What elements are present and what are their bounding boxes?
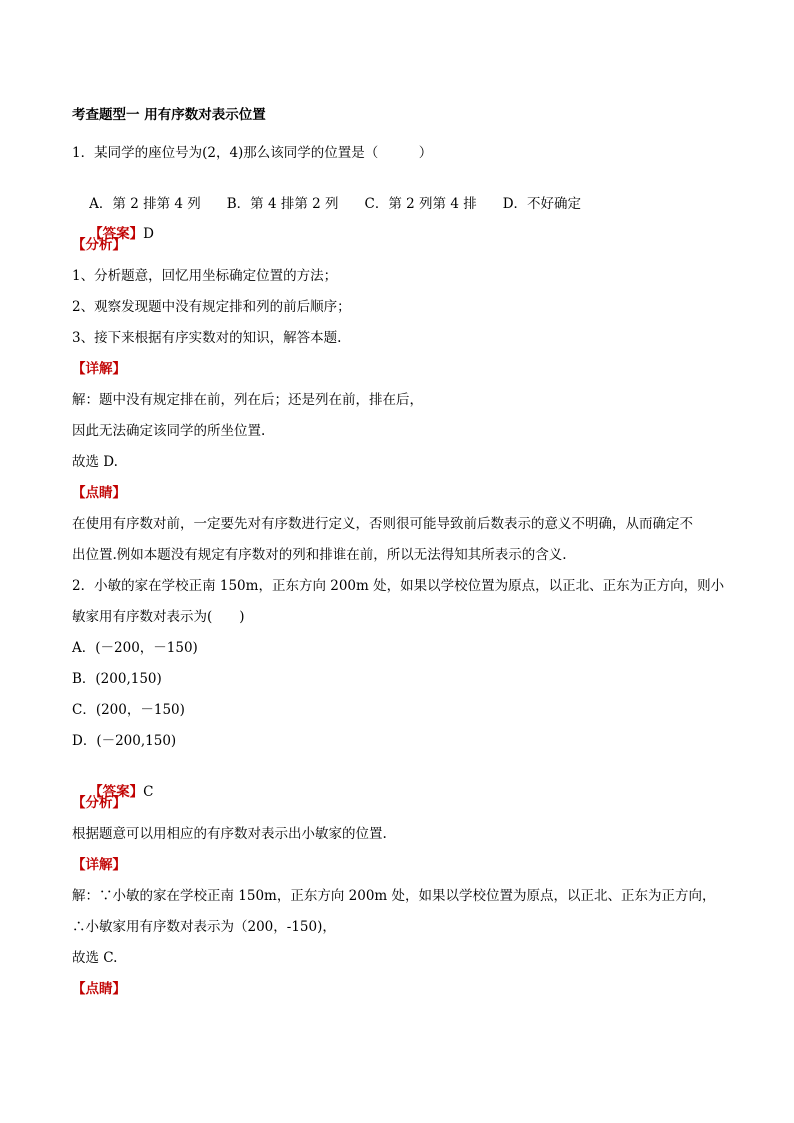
q1-analysis-line: 3、接下来根据有序实数对的知识，解答本题. (72, 330, 342, 346)
q1-analysis-line: 1、分析题意，回忆用坐标确定位置的方法； (72, 268, 338, 284)
q1-analysis-line: 2、观察发现题中没有规定排和列的前后顺序； (72, 299, 351, 315)
q1-comment-line: 出位置.例如本题没有规定有序数对的列和排谁在前，所以无法得知其所表示的含义. (72, 547, 567, 563)
q2-detail-line: 故选 C. (72, 950, 118, 966)
q2-comment-label: 【点睛】 (72, 981, 126, 997)
q2-choice-c: C．(200，－150) (72, 702, 185, 718)
q1-detail-line: 因此无法确定该同学的所坐位置. (72, 423, 266, 439)
q2-answer (72, 762, 154, 822)
q1-comment-line: 在使用有序数对前，一定要先对有序数进行定义，否则很可能导致前后数表示的意义不明确，从而确定不 (72, 516, 693, 532)
q1-answer (72, 204, 154, 264)
section-title: 考查题型一 用有序数对表示位置 (72, 107, 266, 123)
q1-detail-line: 解：题中没有规定排在前，列在后；还是列在前，排在后， (72, 392, 423, 408)
q2-answer-label: 【答案】 (89, 784, 144, 800)
q2-detail-label: 【详解】 (72, 857, 126, 873)
q2-analysis-line: 根据题意可以用相应的有序数对表示出小敏家的位置. (72, 826, 387, 842)
q2-analysis-label: 【分析】 (72, 795, 126, 811)
q2-choice-a: A．(－200，－150) (72, 640, 198, 656)
q1-choice-b: B．第 4 排第 2 列 (226, 196, 339, 212)
q2-detail-line: 解：∵小敏的家在学校正南 150m，正东方向 200m 处，如果以学校位置为原点，以正北、正东为正方向， (72, 888, 716, 904)
q1-analysis-label: 【分析】 (72, 237, 126, 253)
q2-detail-line: ∴小敏家用有序数对表示为（200，-150)， (72, 919, 336, 935)
q1-answer-value: D (143, 226, 154, 242)
q1-comment-label: 【点睛】 (72, 485, 126, 501)
q1-answer-label: 【答案】 (89, 226, 144, 242)
q1-detail-label: 【详解】 (72, 361, 126, 377)
q1-stem: 1．某同学的座位号为(2，4)那么该同学的位置是（ ） (72, 145, 433, 161)
q1-detail-line: 故选 D. (72, 454, 118, 470)
q2-stem-line: 敏家用有序数对表示为( ) (72, 609, 245, 625)
q1-choice-a: A．第 2 排第 4 列 (89, 196, 201, 212)
q2-choice-d: D．(－200,150) (72, 733, 177, 749)
q2-stem-line: 2．小敏的家在学校正南 150m，正东方向 200m 处，如果以学校位置为原点，以正北、正东为正方向，则小 (72, 578, 725, 594)
q1-choice-d: D．不好确定 (502, 196, 582, 212)
q2-choice-b: B．(200,150) (72, 671, 162, 687)
q2-answer-value: C (143, 784, 154, 800)
q1-choice-c: C．第 2 列第 4 排 (364, 196, 477, 212)
